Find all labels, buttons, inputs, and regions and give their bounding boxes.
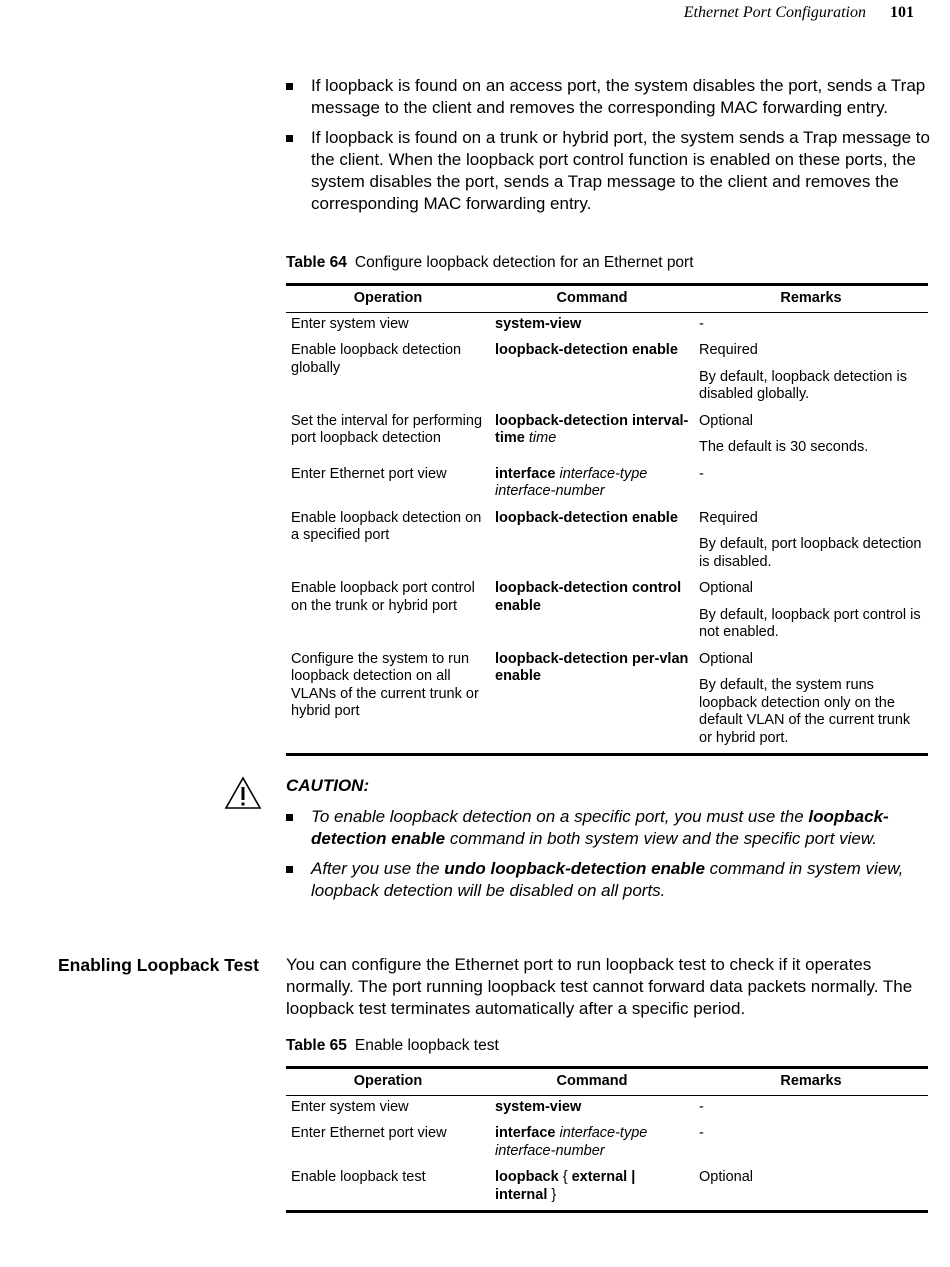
operation-cell: Enable loopback detection on a specified port (291, 509, 482, 543)
table-row (286, 507, 928, 578)
command-cell: loopback { external | internal } (490, 1166, 694, 1212)
list-item: If loopback is found on a trunk or hybrid port, the system sends a Trap message to the client. When the loopback port control function is enabled on these ports, the system disables the port, sends a Trap message to the client and removes the corresponding MAC forwarding entry. (286, 127, 934, 215)
table-64 (286, 283, 928, 756)
table-title: Configure loopback detection for an Ethernet port (354, 254, 694, 271)
section-paragraph: You can configure the Ethernet port to run loopback test to check if it operates normally. The port running loopback test cannot forward data packets normally. The loopback test terminates automatically after a specific period. (286, 955, 913, 1018)
table-65 (286, 1066, 928, 1213)
operation-cell: Set the interval for performing port loopback detection (291, 412, 483, 446)
running-header (684, 4, 914, 22)
column-header-remarks: Remarks (694, 1068, 928, 1096)
remarks-cell: Required By default, port loopback detection is disabled. (699, 509, 922, 570)
operation-cell: Enter system view (291, 315, 409, 332)
table-row (286, 339, 928, 410)
command-cell: loopback-detection enable (495, 342, 678, 358)
remarks-cell: Optional By default, loopback port control is not enabled. (699, 580, 921, 640)
bullet-square-icon (286, 135, 293, 142)
table-64-caption (286, 254, 694, 272)
remarks-cell: Required By default, loopback detection is disabled globally. (699, 342, 907, 402)
remarks-cell: - (699, 1098, 704, 1115)
command-cell: system-view (495, 1098, 582, 1115)
bullet-square-icon (286, 83, 293, 90)
command-cell: loopback-detection enable (495, 509, 678, 526)
command-cell: loopback-detection control enable (495, 580, 682, 614)
table-row (286, 1122, 928, 1166)
command-cell: loopback-detection interval-time time (495, 412, 689, 446)
command-cell: interface interface-type interface-number (495, 1125, 648, 1159)
list-item: To enable loopback detection on a specific port, you must use the loopback-detection enable command in both system view and the specific port view. (286, 806, 934, 850)
header-section-title: Ethernet Port Configuration (683, 4, 866, 21)
section-heading: Enabling Loopback Test (58, 955, 259, 975)
table-header-row (286, 1068, 928, 1096)
caution-list (286, 806, 934, 910)
list-item: After you use the undo loopback-detection enable command in system view, loopback detection will be disabled on all ports. (286, 858, 934, 902)
table-title: Enable loopback test (354, 1037, 499, 1054)
operation-cell: Configure the system to run loopback detection on all VLANs of the current trunk or hybrid port (286, 648, 490, 755)
command-cell: interface interface-type interface-number (495, 465, 648, 499)
list-item: If loopback is found on an access port, the system disables the port, sends a Trap message to the client and removes the corresponding MAC forwarding entry. (286, 75, 934, 119)
remarks-cell: Optional By default, the system runs loopback detection only on the default VLAN of the current trunk or hybrid port. (694, 648, 928, 755)
bullet-square-icon (286, 866, 293, 873)
remarks-cell: - (699, 1125, 704, 1141)
operation-cell: Enable loopback detection globally (291, 342, 462, 376)
column-header-remarks: Remarks (694, 285, 928, 313)
table-row (286, 410, 928, 463)
bullet-square-icon (286, 814, 293, 821)
operation-cell: Enable loopback port control on the trunk or hybrid port (291, 580, 475, 614)
remarks-cell: Optional (694, 1166, 928, 1212)
table-header-row (286, 285, 928, 313)
remarks-cell: Optional The default is 30 seconds. (699, 412, 869, 455)
table-label: Table 65 (286, 1037, 347, 1054)
caution-warning-icon (224, 776, 262, 810)
operation-cell: Enter system view (291, 1098, 409, 1115)
table-65-caption (286, 1037, 499, 1055)
operation-cell: Enter Ethernet port view (291, 1125, 447, 1141)
remarks-cell: - (699, 315, 704, 332)
loopback-behavior-list (286, 75, 934, 223)
operation-cell: Enter Ethernet port view (291, 465, 447, 482)
command-cell: loopback-detection per-vlan enable (490, 648, 694, 755)
caution-title: CAUTION: (286, 776, 370, 795)
column-header-command: Command (490, 1068, 694, 1096)
table-row (286, 1095, 928, 1122)
column-header-operation: Operation (286, 285, 490, 313)
remarks-cell: - (699, 465, 704, 482)
column-header-operation: Operation (286, 1068, 490, 1096)
table-row (286, 463, 928, 507)
command-cell: system-view (495, 315, 582, 332)
table-row (286, 577, 928, 648)
table-row (286, 312, 928, 339)
operation-cell: Enable loopback test (286, 1166, 490, 1212)
page-number: 101 (890, 4, 914, 21)
column-header-command: Command (490, 285, 694, 313)
table-row (286, 1166, 928, 1212)
table-label: Table 64 (286, 254, 347, 271)
table-row (286, 648, 928, 755)
